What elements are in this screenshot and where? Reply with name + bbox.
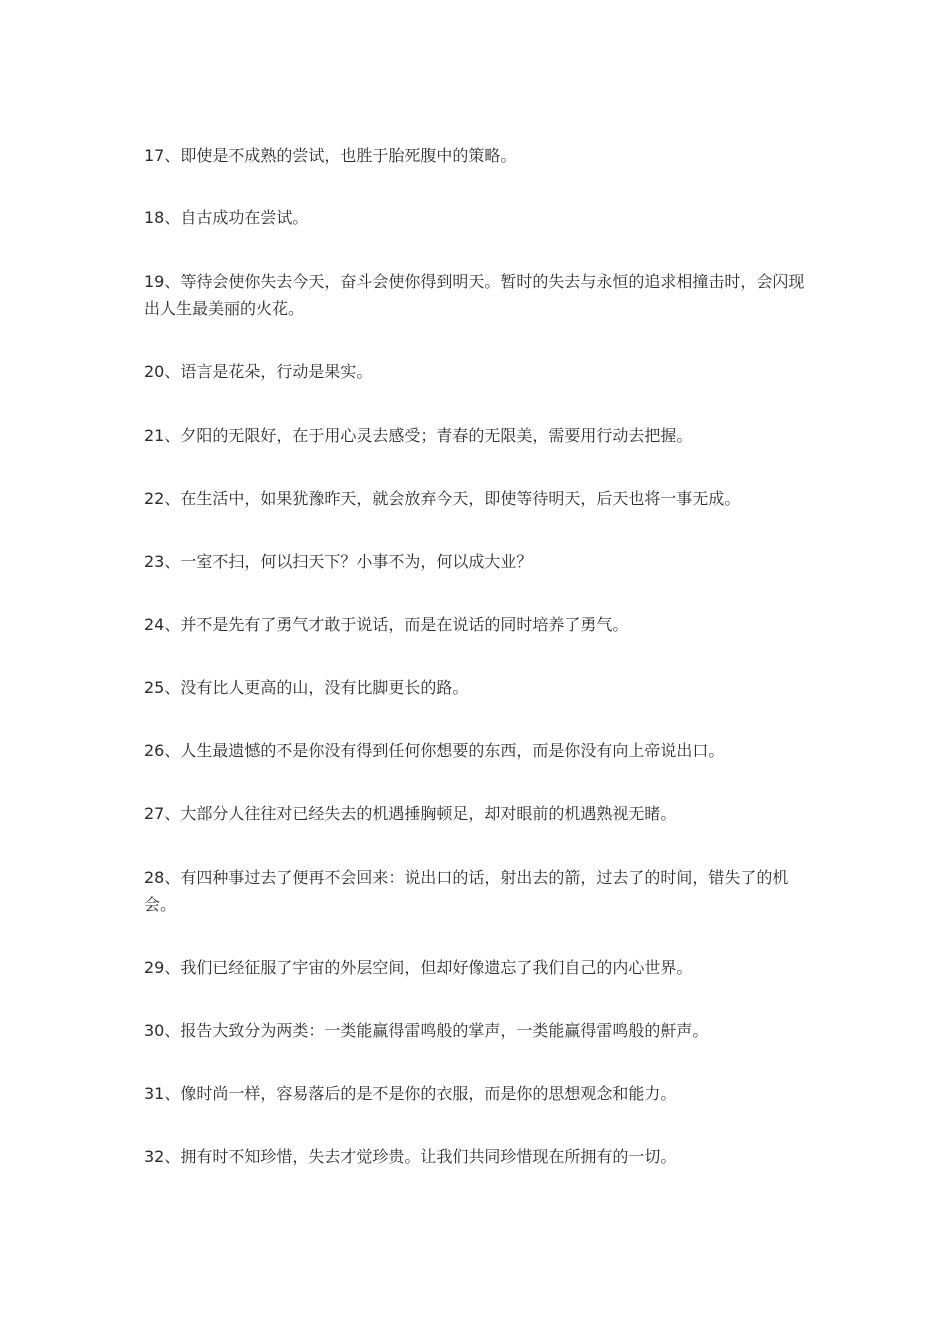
quote-31: 31、像时尚一样，容易落后的是不是你的衣服，而是你的思想观念和能力。 bbox=[144, 1084, 677, 1103]
quote-29: 29、我们已经征服了宇宙的外层空间，但却好像遗忘了我们自己的内心世界。 bbox=[144, 958, 693, 977]
quote-22: 22、在生活中，如果犹豫昨天，就会放弃今天，即使等待明天，后天也将一事无成。 bbox=[144, 489, 741, 508]
quote-30: 30、报告大致分为两类：一类能赢得雷鸣般的掌声，一类能赢得雷鸣般的鼾声。 bbox=[144, 1021, 709, 1040]
quote-25: 25、没有比人更高的山，没有比脚更长的路。 bbox=[144, 678, 469, 697]
quote-17: 17、即使是不成熟的尝试，也胜于胎死腹中的策略。 bbox=[144, 146, 517, 165]
quote-21: 21、夕阳的无限好，在于用心灵去感受；青春的无限美，需要用行动去把握。 bbox=[144, 426, 693, 445]
quote-32: 32、拥有时不知珍惜，失去才觉珍贵。让我们共同珍惜现在所拥有的一切。 bbox=[144, 1147, 677, 1166]
quote-27: 27、大部分人往往对已经失去的机遇捶胸顿足，却对眼前的机遇熟视无睹。 bbox=[144, 804, 677, 823]
quote-19: 19、等待会使你失去今天，奋斗会使你得到明天。暂时的失去与永恒的追求相撞击时，会闪现出人生最美丽的火花。 bbox=[144, 272, 805, 318]
quote-28: 28、有四种事过去了便再不会回来：说出口的话，射出去的箭，过去了的时间，错失了的机会。 bbox=[144, 868, 789, 914]
quote-20: 20、语言是花朵，行动是果实。 bbox=[144, 362, 373, 381]
quote-24: 24、并不是先有了勇气才敢于说话，而是在说话的同时培养了勇气。 bbox=[144, 615, 629, 634]
quote-23: 23、一室不扫，何以扫天下？小事不为，何以成大业？ bbox=[144, 552, 533, 571]
quote-18: 18、自古成功在尝试。 bbox=[144, 208, 309, 227]
quote-26: 26、人生最遗憾的不是你没有得到任何你想要的东西，而是你没有向上帝说出口。 bbox=[144, 741, 725, 760]
